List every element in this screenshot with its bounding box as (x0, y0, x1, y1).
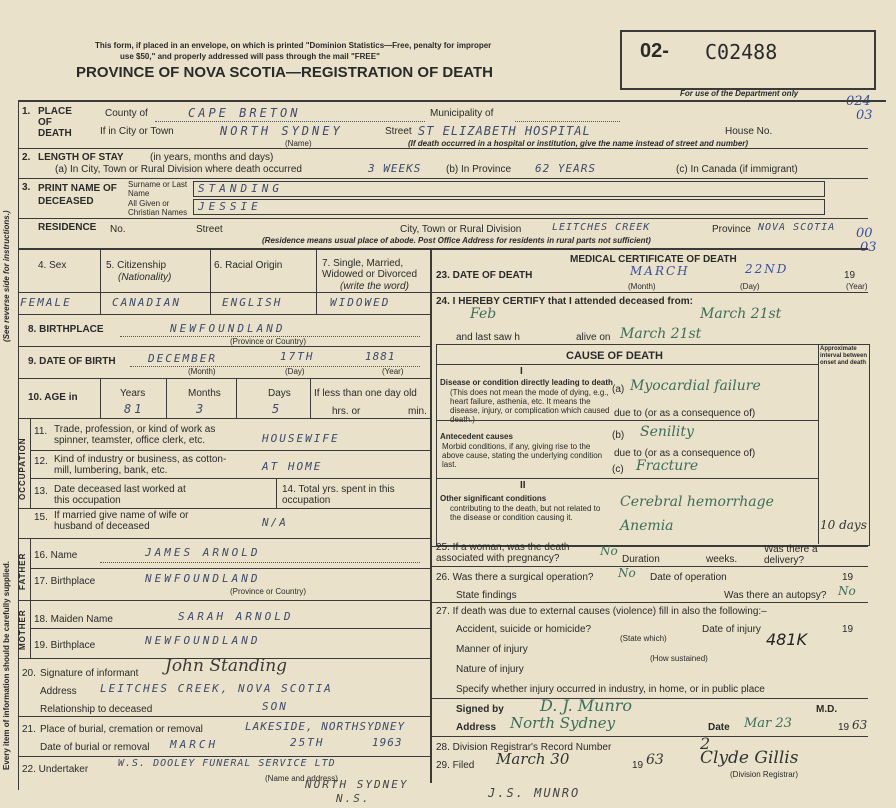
age-months-label: Months (188, 388, 221, 399)
part-i-label: I (520, 366, 523, 377)
q26-label: 26. Was there a surgical operation? (436, 572, 594, 583)
rule (18, 292, 430, 293)
rule (166, 378, 167, 418)
rule (18, 418, 430, 419)
rule (236, 378, 237, 418)
dob-day: 17TH (280, 350, 315, 363)
q15-value: N/A (262, 516, 288, 529)
rule (436, 420, 818, 421)
death-day: 22ND (745, 262, 789, 276)
signoff-year-value: 63 (852, 718, 868, 732)
dob-year-hint: (Year) (382, 367, 404, 376)
signed-label: Signed by (456, 704, 504, 715)
disease-label: Disease or condition directly leading to death (440, 378, 613, 387)
marital-hint: (write the word) (340, 281, 409, 292)
dotted-rule (130, 366, 420, 367)
residence-hint: (Residence means usual place of abode. Post Office Address for residents in rural parts not sufficient) (262, 236, 651, 245)
burial-date-month: MARCH (170, 738, 219, 751)
q22-label: 22. Undertaker (22, 764, 89, 775)
signoff-date-label: Date (708, 722, 730, 733)
rule (436, 478, 818, 479)
q20-label: Signature of informant (40, 668, 139, 679)
mother-birthplace-value: NEWFOUNDLAND (145, 634, 261, 647)
stay-a-value: 3 WEEKS (368, 162, 422, 175)
age-label: 10. AGE in (28, 392, 78, 403)
injury-year-prefix: 19 (842, 624, 854, 635)
undertaker-address-2: N.S. (336, 792, 371, 805)
last-saw-label: and last saw h (456, 332, 520, 343)
file-code: 481K (766, 630, 808, 649)
q27-label: 27. If death was due to external causes (violence) fill in also the following:– (436, 606, 767, 617)
rule (100, 378, 101, 418)
disease-hint: (This does not mean the mode of dying, e.g., heart failure, asthenia, etc. It means the disease, injury, or complication which caused death.) (450, 388, 610, 424)
name-label: PRINT NAME OF DECEASED (38, 183, 117, 207)
rule (100, 248, 101, 314)
dob-label: 9. DATE OF BIRTH (28, 356, 116, 367)
notice-line-2: use $50," and properly addressed will pass through the mail "FREE" (120, 52, 380, 61)
rule (430, 698, 868, 699)
stay-a-label: (a) In City, Town or Rural Division where death occurred (55, 164, 302, 175)
rule (18, 756, 430, 757)
mother-name-value: SARAH ARNOLD (178, 610, 294, 623)
rule (210, 248, 211, 314)
birthplace-label: 8. BIRTHPLACE (28, 324, 104, 335)
attend-from: Feb (470, 306, 497, 322)
medical-header: MEDICAL CERTIFICATE OF DEATH (570, 254, 737, 265)
racial-value: ENGLISH (222, 296, 283, 309)
informant-rel-value: SON (262, 700, 288, 713)
other-interval: 10 days (820, 518, 867, 532)
filed-year-prefix: 19 (632, 760, 644, 771)
age-less-label: If less than one day old (314, 388, 417, 399)
father-name-value: JAMES ARNOLD (145, 546, 261, 559)
city-label: If in City or Town (100, 126, 174, 137)
father-side-label: FATHER (18, 552, 27, 590)
dob-day-hint: (Day) (285, 367, 305, 376)
county-label: County of (105, 108, 148, 119)
antecedent-hint: Morbid conditions, if any, giving rise to the above cause, stating the underlying condition last. (442, 442, 603, 469)
q15-num: 15. (34, 512, 48, 523)
due-to-b: due to (or as a consequence of) (614, 448, 756, 459)
rule (310, 378, 311, 418)
rule (18, 100, 886, 102)
father-birthplace-value: NEWFOUNDLAND (145, 572, 261, 585)
racial-label: 6. Racial Origin (214, 260, 283, 271)
dept-code-1: 024 (846, 94, 871, 109)
birthplace-value: NEWFOUNDLAND (170, 322, 286, 335)
signoff-date-value: Mar 23 (744, 716, 792, 731)
birthplace-hint: (Province or Country) (230, 337, 307, 346)
dob-year: 1881 (365, 350, 396, 363)
name-num: 3. (22, 182, 31, 193)
stay-c-label: (c) In Canada (if immigrant) (676, 164, 798, 175)
dept-code-2: 03 (856, 108, 873, 123)
q25-label: 25. If a woman, was the death associated with pregnancy? (436, 542, 570, 564)
place-label: PLACE OF DEATH (38, 106, 72, 139)
citizenship-value: CANADIAN (112, 296, 181, 309)
street-label: Street (385, 126, 412, 137)
stay-b-value: 62 YEARS (535, 162, 596, 175)
weeks-label: weeks. (706, 554, 738, 565)
stay-num: 2. (22, 152, 31, 163)
q23-label: 23. DATE OF DEATH (436, 270, 533, 281)
residence-city-label: City, Town or Rural Division (400, 224, 522, 235)
rule (18, 508, 430, 509)
q21-label: Place of burial, cremation or removal (40, 724, 203, 735)
stay-label: LENGTH OF STAY (38, 152, 124, 163)
residence-no-label: No. (110, 224, 126, 235)
q15-label: If married give name of wife or husband of deceased (54, 510, 189, 532)
op-year-prefix: 19 (842, 572, 854, 583)
state-findings-label: State findings (456, 590, 517, 601)
surname-value: STANDING (198, 182, 283, 195)
autopsy-label: Was there an autopsy? (724, 590, 827, 601)
rule (18, 314, 430, 315)
registration-prefix: 02- (640, 40, 669, 62)
burial-place-value: LAKESIDE, NORTHSYDNEY (245, 720, 406, 733)
q12-num: 12. (34, 456, 48, 467)
registration-number: C02488 (705, 40, 778, 64)
md-label: M.D. (816, 704, 838, 715)
dotted-rule (100, 562, 420, 563)
mother-birthplace-label: 19. Birthplace (34, 640, 96, 651)
filed-month: March 30 (496, 750, 570, 768)
rule (18, 346, 430, 347)
registrar-hint: (Division Registrar) (730, 770, 799, 779)
accident-label: Accident, suicide or homicide? (456, 624, 592, 635)
dotted-rule (515, 121, 620, 122)
rule (30, 568, 430, 569)
county-value: CAPE BRETON (188, 106, 301, 120)
residence-province-value: NOVA SCOTIA (758, 222, 836, 233)
citizenship-hint: (Nationality) (118, 272, 172, 283)
registrar-signature: Clyde Gillis (700, 748, 799, 768)
sex-value: FEMALE (20, 296, 72, 309)
q29-label: 29. Filed (436, 760, 475, 771)
residence-province-label: Province (712, 224, 751, 235)
rule (18, 716, 430, 717)
municipality-label: Municipality of (430, 108, 494, 119)
father-name-label: 16. Name (34, 550, 78, 561)
rule (430, 736, 868, 737)
rule (276, 478, 277, 508)
side-note-instructions: (See reverse side for instructions.) (2, 210, 11, 342)
undertaker-value: W.S. DOOLEY FUNERAL SERVICE LTD (118, 758, 336, 769)
rule (430, 248, 432, 783)
q28-label: 28. Division Registrar's Record Number (436, 742, 612, 753)
dob-month: DECEMBER (148, 352, 217, 365)
mother-side-label: MOTHER (18, 609, 27, 650)
rule (430, 292, 868, 293)
interval-header: Approximate interval between onset and death (820, 346, 868, 366)
rule (30, 418, 31, 508)
age-years-label: Years (120, 388, 146, 399)
other-label: Other significant conditions (440, 494, 547, 503)
q25-value: No (600, 544, 618, 558)
death-day-hint: (Day) (740, 282, 760, 291)
specify-label: Specify whether injury occurred in industry, in home, or in public place (456, 684, 765, 695)
q11-label: Trade, profession, or kind of work as spinner, teamster, office clerk, etc. (54, 424, 216, 446)
age-hrs-label: hrs. or (332, 406, 361, 417)
informant-rel-label: Relationship to deceased (40, 704, 153, 715)
surname-label: Surname or Last Name (128, 180, 188, 198)
dob-month-hint: (Month) (188, 367, 216, 376)
q12-label: Kind of industry or business, as cotton-mill, lumbering, bank, etc. (54, 454, 227, 476)
age-min-label: min. (408, 406, 427, 417)
rule (18, 218, 868, 219)
death-year-hint: (Year) (846, 282, 868, 291)
attend-to: March 21st (700, 306, 782, 322)
marital-value: WIDOWED (330, 296, 391, 309)
manner-label: Manner of injury (456, 644, 528, 655)
rule (18, 378, 430, 379)
cause-b-value: Senility (640, 424, 694, 440)
stay-hint: (in years, months and days) (150, 152, 274, 163)
rule (30, 450, 430, 451)
rule (18, 178, 868, 179)
city-value: NORTH SYDNEY (220, 124, 343, 138)
q11-num: 11. (34, 426, 48, 437)
given-value: JESSIE (198, 200, 262, 213)
q12-value: AT HOME (262, 460, 323, 473)
q21-num: 21. (22, 724, 36, 735)
informant-address-value: LEITCHES CREEK, NOVA SCOTIA (100, 682, 333, 695)
nature-label: Nature of injury (456, 664, 524, 675)
informant-address-label: Address (40, 686, 77, 697)
undertaker-hint: (Name and address) (265, 774, 338, 783)
how-hint: (How sustained) (650, 654, 708, 663)
dept-code-4: 03 (860, 240, 877, 255)
form-title: PROVINCE OF NOVA SCOTIA—REGISTRATION OF DEATH (76, 64, 493, 81)
signoff-year-prefix: 19 (838, 722, 850, 733)
undertaker-signature: J.S. MUNRO (488, 786, 581, 800)
other-value-2: Anemia (620, 518, 674, 534)
delivery-label: Was there a delivery? (764, 544, 818, 566)
signoff-address-label: Address (456, 722, 497, 733)
due-to-a: due to (or as a consequence of) (614, 408, 756, 419)
alive-on-label: alive on (576, 332, 611, 343)
cause-a-label: (a) (612, 384, 625, 395)
filed-year-value: 63 (646, 752, 664, 768)
q24-label: 24. I HEREBY CERTIFY that I attended deceased from: (436, 296, 693, 307)
undertaker-address-1: NORTH SYDNEY (305, 778, 409, 791)
injury-date-label: Date of injury (702, 624, 761, 635)
rule (18, 148, 868, 149)
city-name-hint: (Name) (285, 139, 312, 148)
residence-street-label: Street (196, 224, 223, 235)
q13-label: Date deceased last worked at this occupation (54, 484, 186, 506)
side-note-supplied: Every item of information should be carefully supplied. (2, 561, 11, 770)
dept-code-3: 00 (856, 226, 873, 241)
sex-label: 4. Sex (38, 260, 67, 271)
residence-label: RESIDENCE (38, 222, 97, 233)
institution-hint: (If death occurred in a hospital or institution, give the name instead of street and number) (408, 139, 749, 148)
rule (818, 344, 819, 544)
duration-label: Duration (622, 554, 660, 565)
cause-c-value: Fracture (636, 458, 699, 474)
mother-name-label: 18. Maiden Name (34, 614, 113, 625)
stay-b-label: (b) In Province (446, 164, 512, 175)
given-label: All Given or Christian Names (128, 199, 188, 217)
house-label: House No. (725, 126, 773, 137)
given-box (193, 199, 825, 215)
cause-b-label: (b) (612, 430, 625, 441)
q20-num: 20. (22, 668, 36, 679)
age-days-label: Days (268, 388, 291, 399)
rule (30, 600, 31, 658)
part-ii-label: II (520, 480, 526, 491)
cod-header: CAUSE OF DEATH (566, 350, 663, 362)
rule (430, 566, 868, 567)
age-years-value: 81 (124, 402, 145, 416)
burial-date-year: 1963 (372, 736, 403, 749)
death-month-hint: (Month) (628, 282, 656, 291)
state-which-hint: (State which) (620, 634, 667, 643)
op-date-label: Date of operation (650, 572, 727, 583)
father-birthplace-hint: (Province or Country) (230, 587, 307, 596)
burial-date-day: 25TH (290, 736, 325, 749)
occupation-side-label: OCCUPATION (18, 437, 27, 500)
informant-signature: John Standing (165, 656, 288, 676)
street-value: ST ELIZABETH HOSPITAL (418, 124, 591, 138)
cause-c-label: (c) (612, 464, 624, 475)
surname-box (193, 181, 825, 197)
residence-city-value: LEITCHES CREEK (552, 222, 651, 233)
rule (30, 538, 31, 600)
father-birthplace-label: 17. Birthplace (34, 576, 96, 587)
q11-value: HOUSEWIFE (262, 432, 340, 445)
rule (316, 248, 317, 314)
q13-num: 13. (34, 486, 48, 497)
rule (18, 600, 430, 601)
alive-on-date: March 21st (620, 326, 702, 342)
notice-line-1: This form, if placed in an envelope, on which is printed "Dominion Statistics—Free, penalty for improper (95, 41, 492, 50)
antecedent-label: Antecedent causes (440, 432, 513, 441)
rule (18, 248, 868, 250)
rule (30, 628, 430, 629)
place-num: 1. (22, 106, 31, 117)
record-number: 2 (700, 734, 711, 753)
age-months-value: 3 (196, 402, 207, 416)
dotted-rule (155, 121, 425, 122)
other-value-1: Cerebral hemorrhage (620, 494, 774, 510)
signoff-address-value: North Sydney (510, 714, 616, 732)
other-hint: contributing to the death, but not related to the disease or condition causing it. (450, 504, 601, 522)
age-days-value: 5 (272, 402, 283, 416)
rule (430, 602, 868, 603)
rule (18, 538, 430, 539)
signed-value: D. J. Munro (540, 696, 633, 715)
q14-label: 14. Total yrs. spent in this occupation (282, 484, 395, 506)
death-year-prefix: 19 (844, 270, 856, 281)
autopsy-value: No (838, 584, 856, 598)
rule (30, 478, 430, 479)
marital-label: 7. Single, Married, Widowed or Divorced (322, 258, 418, 280)
citizenship-label: 5. Citizenship (106, 260, 167, 271)
cause-a-value: Myocardial failure (630, 378, 761, 394)
dept-use-label: For use of the Department only (680, 89, 799, 98)
burial-date-label: Date of burial or removal (40, 742, 150, 753)
death-month: MARCH (630, 264, 690, 278)
rule (436, 364, 818, 365)
q26-value: No (618, 566, 636, 580)
